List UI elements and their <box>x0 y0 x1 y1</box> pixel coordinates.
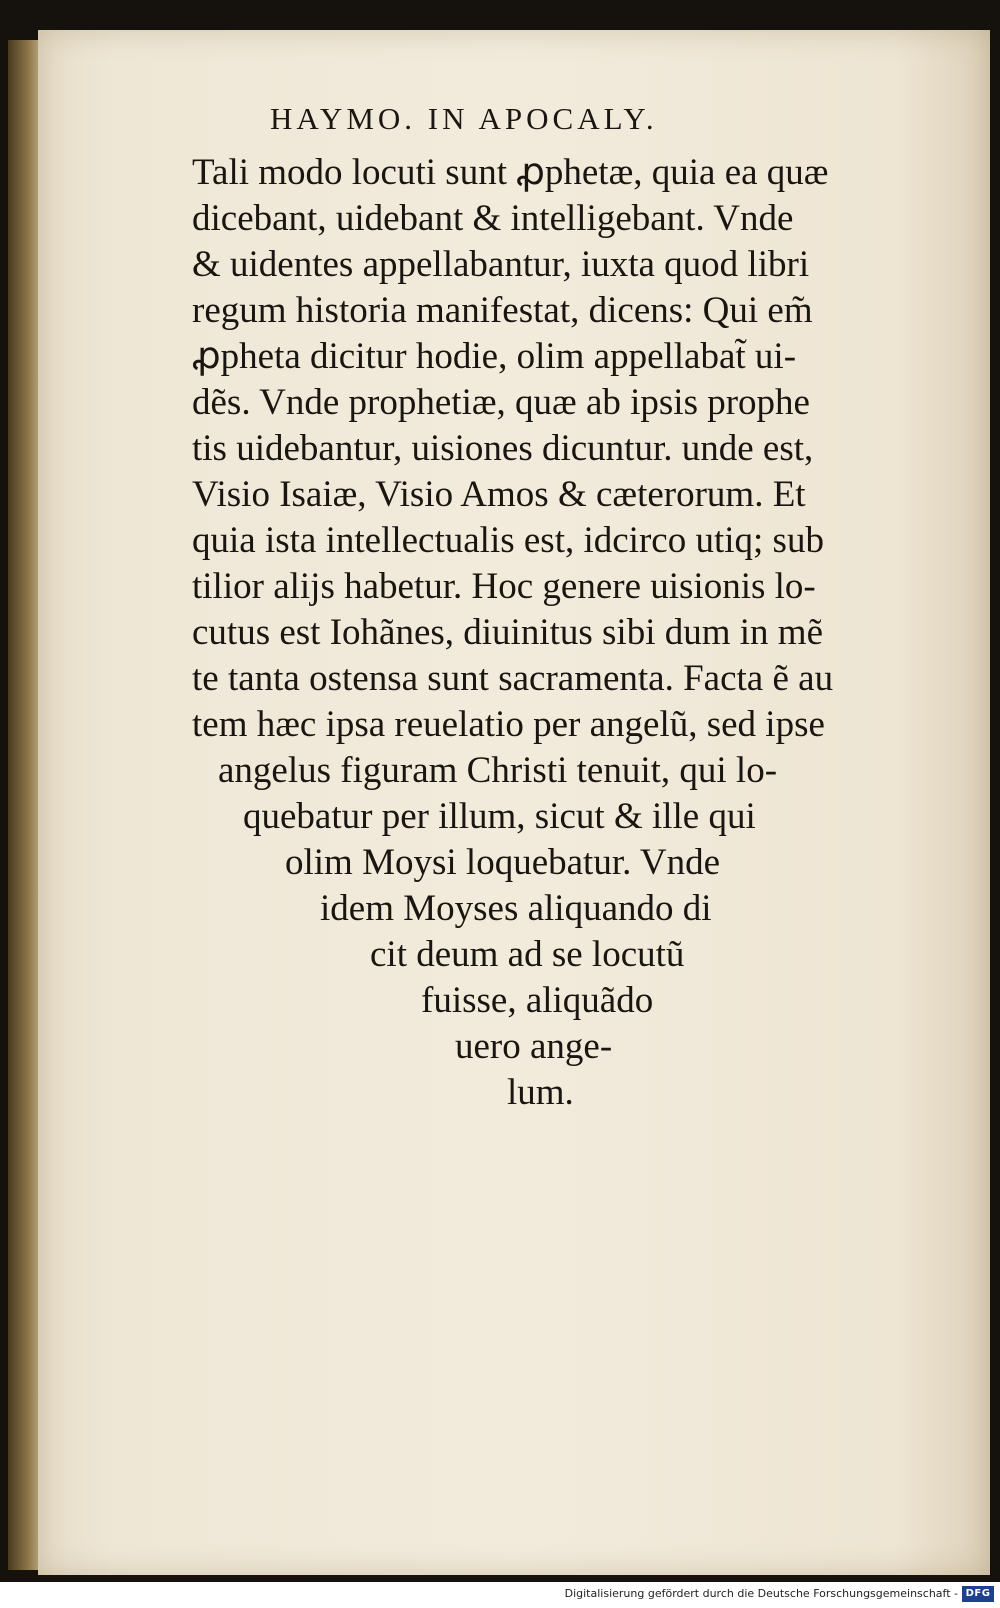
text-line: cutus est Iohãnes, diuinitus sibi dum in mẽ <box>192 612 824 653</box>
text-line: te tanta ostensa sunt sacramenta. Facta ẽ au <box>192 658 834 699</box>
text-line: quebatur per illum, sicut & ille qui <box>243 796 756 837</box>
footer-credit: Digitalisierung gefördert durch die Deutsche Forschungsgemeinschaft - <box>564 1587 958 1600</box>
running-header: HAYMO. IN APOCALY. <box>270 101 658 136</box>
text-line: tilior alijs habetur. Hoc genere uisionis lo- <box>192 566 816 607</box>
text-line: regum historia manifestat, dicens: Qui em̃ <box>192 290 813 331</box>
text-line: cit deum ad se locutũ <box>370 934 685 975</box>
text-line: tem hæc ipsa reuelatio per angelũ, sed ipse <box>192 704 825 745</box>
text-line: lum. <box>507 1072 574 1113</box>
text-line: tis uidebantur, uisiones dicuntur. unde est, <box>192 428 814 469</box>
text-line: & uidentes appellabantur, iuxta quod libri <box>192 244 810 285</box>
text-line: idem Moyses aliquando di <box>320 888 712 929</box>
text-line: uero ange- <box>455 1026 613 1067</box>
binding-edge <box>8 40 40 1570</box>
dfg-logo: DFG <box>962 1586 994 1602</box>
text-line: quia ista intellectualis est, idcirco utiq; sub <box>192 520 824 561</box>
text-line: Visio Isaiæ, Visio Amos & cæterorum. Et <box>192 474 806 515</box>
text-line: dicebant, uidebant & intelligebant. Vnde <box>192 198 794 239</box>
digitization-footer <box>0 1582 1000 1608</box>
text-line: dẽs. Vnde prophetiæ, quæ ab ipsis prophe <box>192 382 810 423</box>
text-line: angelus figuram Christi tenuit, qui lo- <box>218 750 778 791</box>
text-line: Tali modo locuti sunt ꝓphetæ, quia ea quæ <box>192 152 829 193</box>
text-line: olim Moysi loquebatur. Vnde <box>285 842 721 883</box>
text-line: ꝓpheta dicitur hodie, olim appellabat̃ ui- <box>192 336 797 377</box>
text-line: fuisse, aliquãdo <box>421 980 654 1021</box>
